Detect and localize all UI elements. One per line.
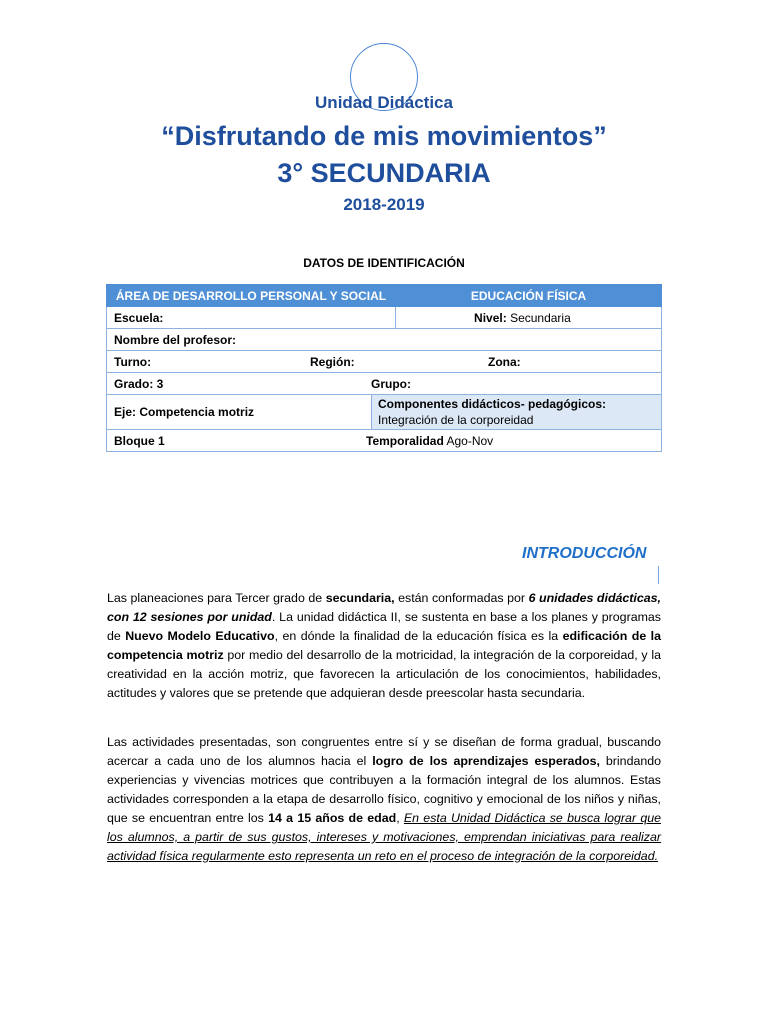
nivel-cell: [396, 307, 662, 329]
text-run-underlined: En esta Unidad Didáctica se busca lograr que los alumnos, a partir de sus gustos, intereses y motivaciones, emprendan iniciativas para realizar actividad física regularmente esto representa un reto en el proceso de integración de la corporeidad.: [107, 811, 661, 863]
text-run: por medio del desarrollo de la motricidad, la integración de la corporeidad, y la creatividad en la acción motriz, que favorecen la articulación de los conocimientos, habilidades, actitudes y valores que se pretende que adquieran desde preescolar hasta secundaria.: [107, 648, 661, 700]
text-run-bold: secundaria,: [325, 591, 395, 605]
text-run: , en dónde la finalidad de la educación física es la: [274, 629, 563, 643]
nivel-value: Secundaria: [510, 310, 571, 325]
profesor-cell: Nombre del profesor:: [107, 329, 662, 351]
componentes-cell: [372, 395, 662, 430]
identification-table: [106, 284, 662, 452]
table-row: [107, 307, 662, 329]
document-title: “Disfrutando de mis movimientos”: [161, 121, 607, 151]
componentes-label: Componentes didácticos- pedagógicos:: [378, 397, 607, 411]
text-run: ,: [396, 811, 404, 825]
nivel-label: Nivel:: [474, 310, 507, 325]
eje-cell: Eje: Competencia motriz: [107, 395, 372, 430]
text-run: brindando experiencias y vivencias motrices que contribuyen a la formación integral de los alumnos. Estas actividades corresponden a la etapa de desarrollo físico, cognitivo y emocional de los niños y niñas, que se encuentran entre los: [107, 754, 662, 825]
temporalidad-value: Ago-Nov: [446, 433, 494, 448]
subject-cell: EDUCACIÓN FÍSICA: [396, 285, 662, 307]
text-run: Las actividades presentadas, son congruentes entre sí y se diseñan de forma gradual, buscando acercar a cada uno de los alumnos hacia el: [107, 735, 661, 768]
area-cell: ÁREA DE DESARROLLO PERSONAL Y SOCIAL: [107, 285, 396, 307]
table-row: [107, 329, 662, 351]
table-row: [107, 430, 662, 452]
region-label: Región:: [310, 354, 355, 369]
bloque-label: Bloque 1: [114, 433, 165, 448]
text-run-bold: 14 a 15 años de edad: [268, 811, 397, 825]
text-run-bold-italic: 6 unidades didácticas, con 12 sesiones por unidad: [107, 591, 661, 624]
turno-row: [107, 351, 662, 373]
grupo-label: Grupo:: [371, 376, 411, 391]
identification-heading: DATOS DE IDENTIFICACIÓN: [303, 256, 465, 270]
text-run-bold: Nuevo Modelo Educativo: [125, 629, 275, 643]
table-row: [107, 395, 662, 430]
table-row: [107, 285, 662, 307]
text-run-bold: logro de los aprendizajes esperados,: [372, 754, 600, 768]
grade-title: 3° SECUNDARIA: [277, 158, 491, 188]
text-run: están conformadas por: [394, 591, 529, 605]
heading-divider: [658, 566, 659, 584]
unit-label: Unidad Didáctica: [315, 93, 453, 112]
temporalidad-label: Temporalidad: [366, 433, 444, 448]
text-run: . La unidad didáctica II, se sustenta en base a los planes y programas de: [107, 610, 662, 643]
text-run-bold: edificación de la competencia motriz: [107, 629, 661, 662]
componentes-value: Integración de la corporeidad: [378, 413, 534, 427]
introduction-paragraph-2: [107, 733, 661, 866]
bloque-row: [107, 430, 662, 452]
text-run: Las planeaciones para Tercer grado de: [107, 591, 326, 605]
turno-label: Turno:: [114, 354, 152, 369]
table-row: [107, 373, 662, 395]
school-year: 2018-2019: [343, 195, 425, 214]
grado-row: [107, 373, 662, 395]
grado-label: Grado: 3: [114, 376, 164, 391]
escuela-cell: Escuela:: [107, 307, 396, 329]
introduction-paragraph-1: [107, 589, 661, 703]
table-row: [107, 351, 662, 373]
zona-label: Zona:: [488, 354, 521, 369]
introduction-heading: INTRODUCCIÓN: [522, 545, 647, 562]
